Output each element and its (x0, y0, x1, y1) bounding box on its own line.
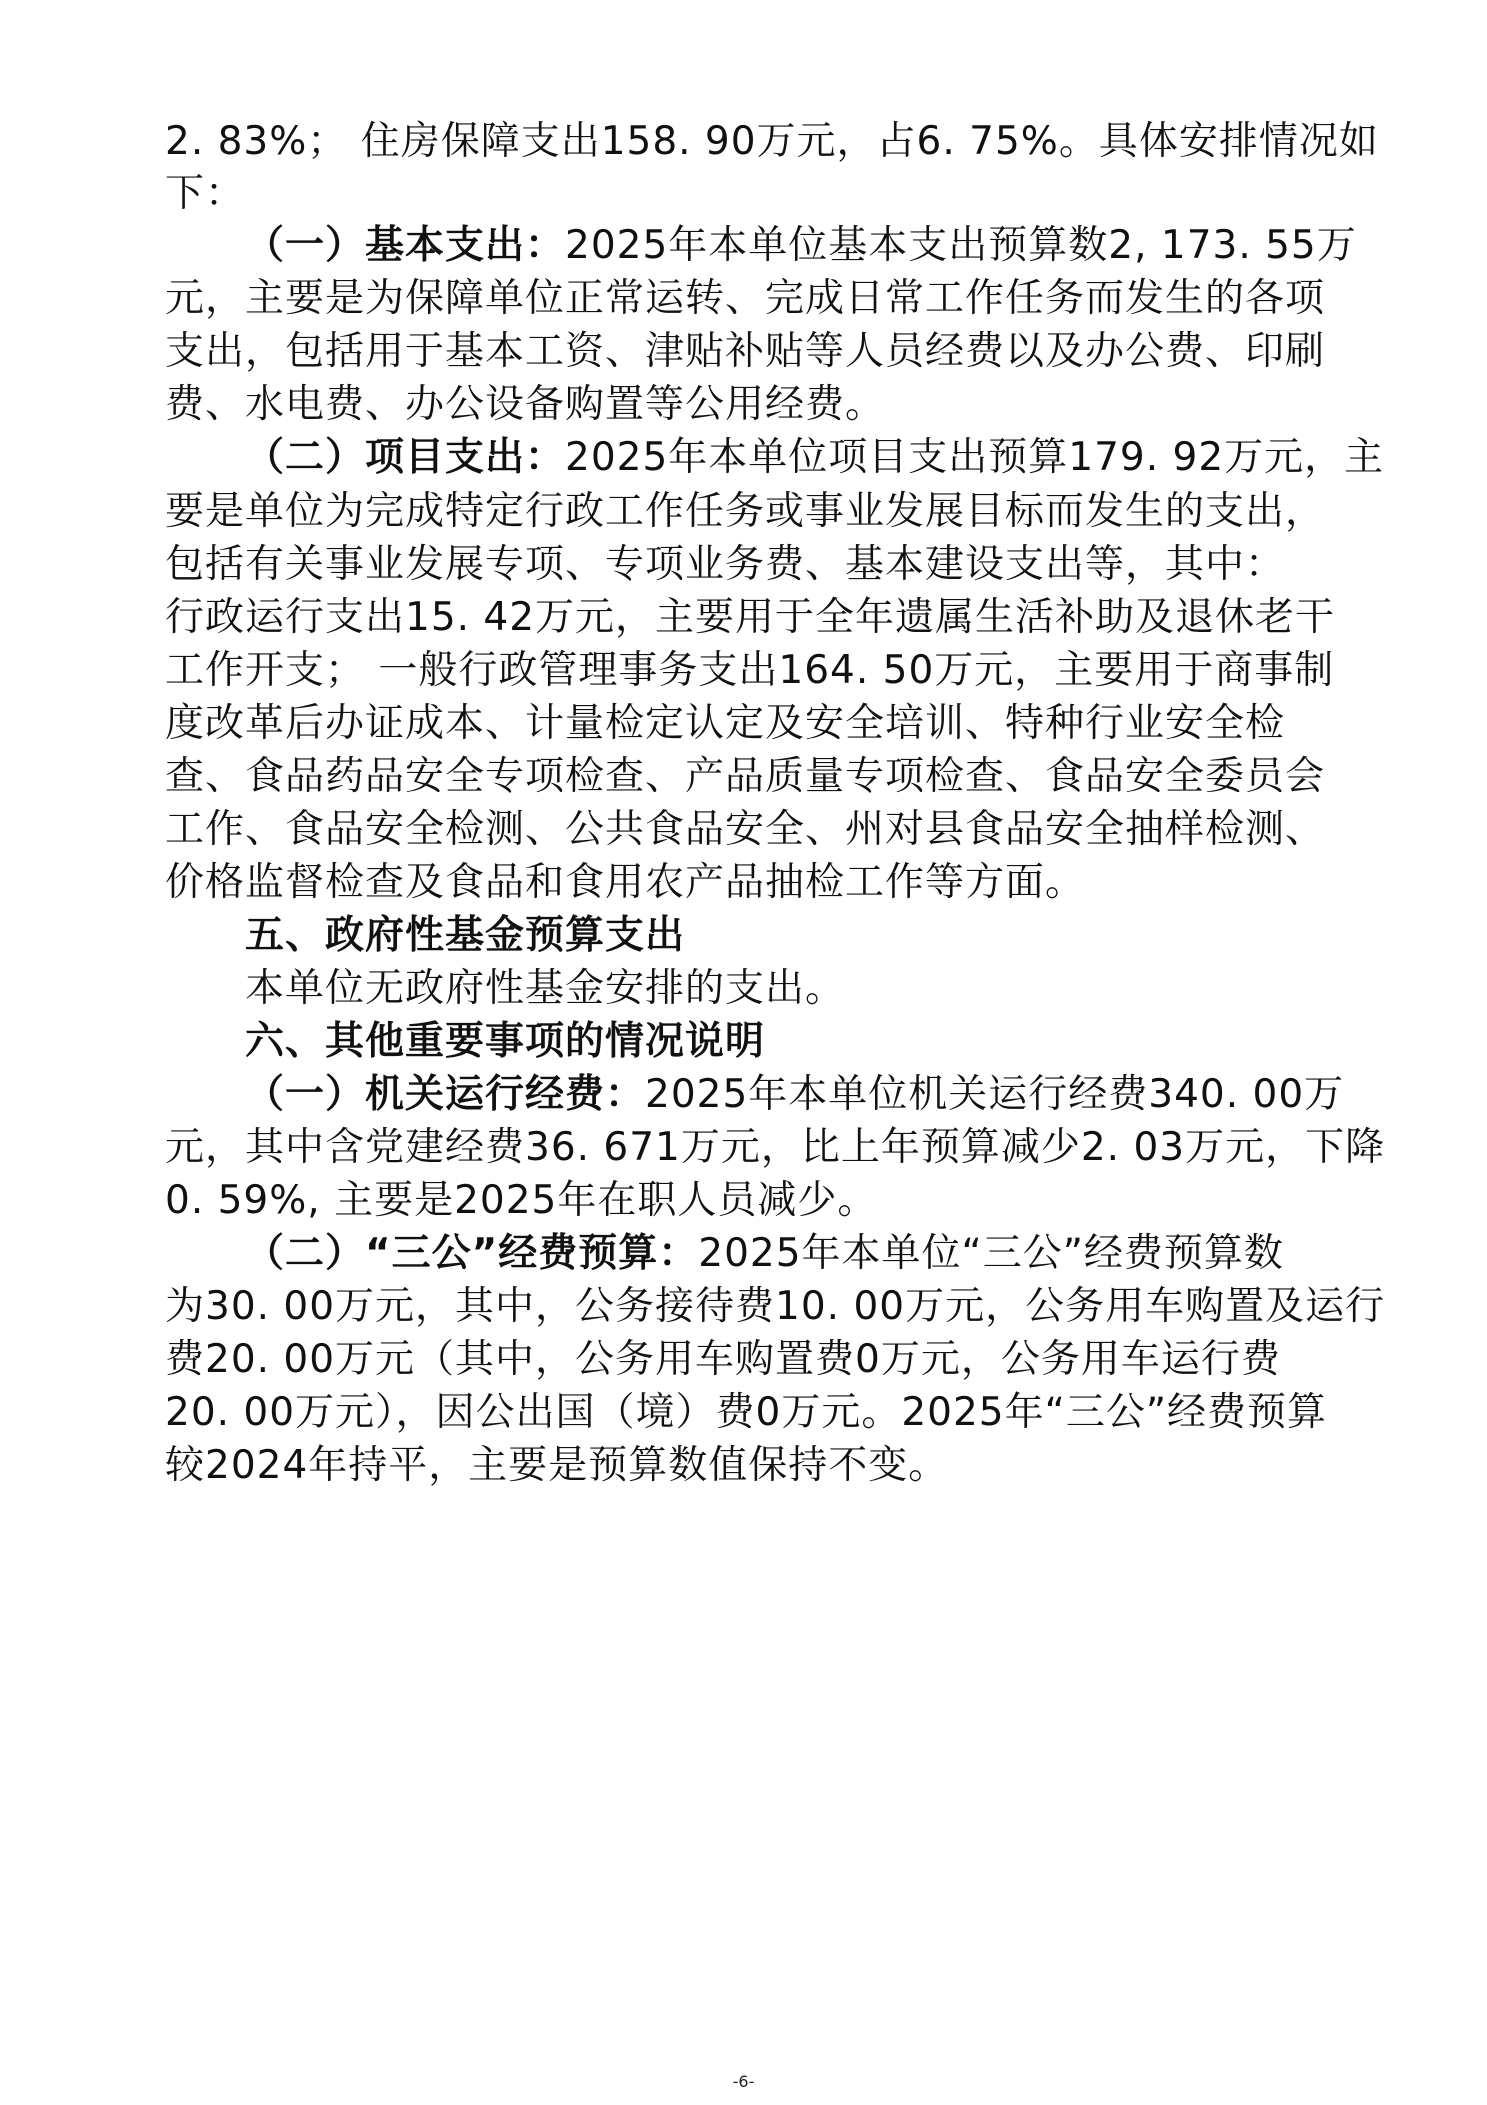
section-heading: （一）机关运行经费： (245, 1072, 646, 1117)
line-text: 0. 59%, 主要是2025年在职人员减少。 (165, 1178, 878, 1223)
line-text: 2025年本单位项目支出预算179. 92万元，主 (565, 435, 1385, 480)
line-text: 元，其中含党建经费36. 671万元，比上年预算减少2. 03万元，下降 (165, 1125, 1386, 1170)
line-text: 下： (165, 171, 246, 216)
body-line (165, 753, 1325, 801)
line-text: 2. 83%； 住房保障支出158. 90万元，占6. 75%。具体安排情况如 (165, 119, 1379, 164)
body-line (165, 170, 245, 218)
line-text: 2025年本单位“三公”经费预算数 (698, 1231, 1284, 1276)
line-text: 要是单位为完成特定行政工作任务或事业发展目标而发生的支出， (165, 489, 1326, 534)
line-text: 工作开支； 一般行政管理事务支出164. 50万元，主要用于商事制 (165, 648, 1335, 693)
body-line (165, 1442, 948, 1490)
body-line (165, 488, 1325, 536)
line-text: 较2024年持平，主要是预算数值保持不变。 (165, 1443, 949, 1488)
body-line (245, 965, 845, 1013)
line-text: 为30. 00万元，其中，公务接待费10. 00万元，公务用车购置及运行 (165, 1284, 1386, 1329)
line-text: 行政运行支出15. 42万元，主要用于全年遗属生活补助及退休老干 (165, 595, 1336, 640)
section-heading: （二）“三公”经费预算： (245, 1231, 699, 1276)
body-line (165, 700, 1285, 748)
chapter-heading-fund-budget (245, 912, 685, 960)
line-text: 本单位无政府性基金安排的支出。 (245, 966, 846, 1011)
body-line (165, 328, 1325, 376)
line-text: 度改革后办证成本、计量检定认定及安全培训、特种行业安全检 (165, 701, 1286, 746)
section-line-project-expenditure (245, 434, 1384, 482)
body-line (165, 1177, 877, 1225)
line-text: 支出，包括用于基本工资、津贴补贴等人员经费以及办公费、印刷 (165, 329, 1326, 374)
chapter-heading: 五、政府性基金预算支出 (245, 913, 686, 958)
body-line (165, 1283, 1385, 1331)
body-line (165, 806, 1325, 854)
line-text: 费、水电费、办公设备购置等公用经费。 (165, 382, 886, 427)
body-line (165, 1389, 1327, 1437)
body-line (165, 118, 1379, 166)
section-line-basic-expenditure (245, 222, 1357, 270)
line-text: 价格监督检查及食品和食用农产品抽检工作等方面。 (165, 860, 1086, 905)
section-heading: （二）项目支出： (245, 435, 566, 480)
page-number: -6- (732, 2072, 755, 2091)
body-line (165, 541, 1285, 589)
line-text: 2025年本单位基本支出预算数2, 173. 55万 (565, 223, 1357, 268)
body-line (165, 594, 1335, 642)
chapter-heading-other-matters (245, 1018, 765, 1066)
line-text: 元，主要是为保障单位正常运转、完成日常工作任务而发生的各项 (165, 276, 1326, 321)
line-text: 工作、食品安全检测、公共食品安全、州对县食品安全抽样检测、 (165, 807, 1326, 852)
line-text: 查、食品药品安全专项检查、产品质量专项检查、食品安全委员会 (165, 754, 1326, 799)
section-line-operating-costs (245, 1071, 1344, 1119)
body-line (165, 1124, 1385, 1172)
line-text: 包括有关事业发展专项、专项业务费、基本建设支出等，其中： (165, 542, 1286, 587)
body-line (165, 647, 1334, 695)
line-text: 费20. 00万元（其中，公务用车购置费0万元，公务用车运行费 (165, 1337, 1281, 1382)
body-line (165, 381, 885, 429)
body-line (165, 275, 1325, 323)
line-text: 2025年本单位机关运行经费340. 00万 (645, 1072, 1345, 1117)
section-line-three-public (245, 1230, 1284, 1278)
line-text: 20. 00万元），因公出国（境）费0万元。2025年“三公”经费预算 (165, 1390, 1328, 1435)
chapter-heading: 六、其他重要事项的情况说明 (245, 1019, 766, 1064)
body-line (165, 859, 1085, 907)
body-line (165, 1336, 1281, 1384)
section-heading: （一）基本支出： (245, 223, 566, 268)
